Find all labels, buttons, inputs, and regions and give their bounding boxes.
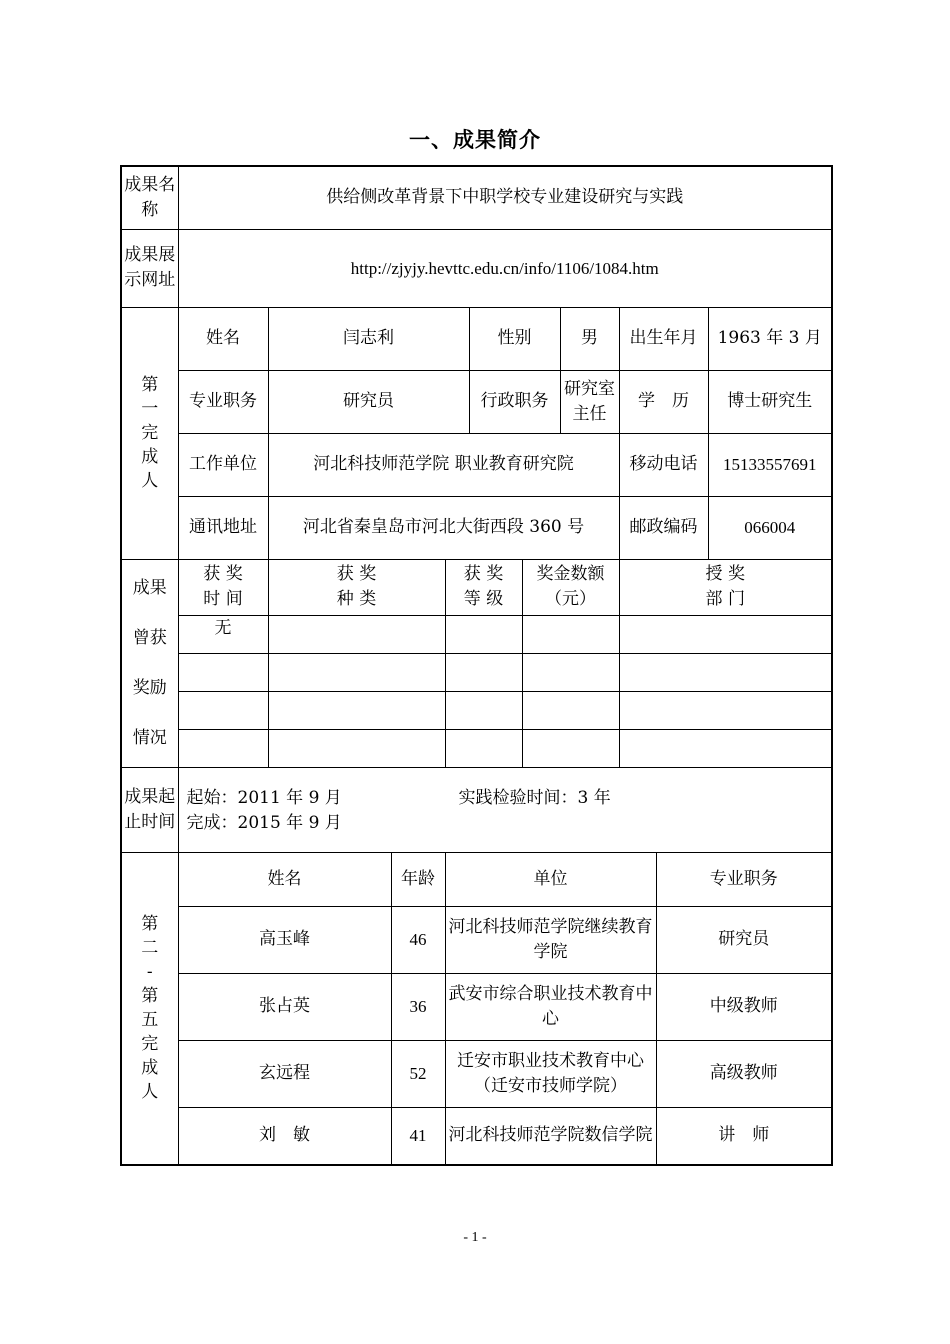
table-row (121, 1040, 832, 1107)
award-cell (178, 653, 268, 691)
person-age: 46 (391, 906, 445, 973)
award-cell (619, 691, 832, 729)
person-name: 高玉峰 (178, 906, 391, 973)
others-age-header: 年龄 (391, 852, 445, 906)
zip-value: 066004 (708, 496, 832, 559)
gender-label: 性别 (469, 307, 560, 370)
name-label: 成果名称 (121, 166, 178, 229)
achievement-table (120, 165, 833, 1166)
work-label: 工作单位 (178, 433, 268, 496)
others-name-header: 姓名 (178, 852, 391, 906)
award-cell (619, 615, 832, 653)
award-cell (619, 729, 832, 767)
award-cell (445, 615, 522, 653)
birth-value: 1963 年 3 月 (708, 307, 832, 370)
person-age: 52 (391, 1040, 445, 1107)
other-persons-label: 第 二 - 第 五 完 成 人 (121, 852, 178, 1165)
award-cell (178, 691, 268, 729)
achievement-name: 供给侧改革背景下中职学校专业建设研究与实践 (178, 166, 832, 229)
award-cell (522, 653, 619, 691)
addr-label: 通讯地址 (178, 496, 268, 559)
award-type-header: 获 奖 种 类 (268, 559, 445, 615)
award-cell (619, 653, 832, 691)
award-cell (268, 729, 445, 767)
first-name-label: 姓名 (178, 307, 268, 370)
person-title: 高级教师 (656, 1040, 832, 1107)
title-value: 研究员 (268, 370, 469, 433)
url-label: 成果展示网址 (121, 229, 178, 307)
award-cell (268, 653, 445, 691)
period-label: 成果起止时间 (121, 767, 178, 852)
period-value (178, 767, 832, 852)
award-cell (522, 615, 619, 653)
person-unit: 河北科技师范学院继续教育学院 (445, 906, 656, 973)
period-start: 起始：2011 年 9 月 (186, 787, 342, 808)
award-level-header: 获 奖 等 级 (445, 559, 522, 615)
person-title: 讲 师 (656, 1107, 832, 1165)
edu-label: 学 历 (619, 370, 708, 433)
achievement-url[interactable]: http://zjyjy.hevttc.edu.cn/info/1106/1084.htm (178, 229, 832, 307)
page-number: - 1 - (463, 1230, 487, 1245)
award-cell (522, 729, 619, 767)
person-title: 研究员 (656, 906, 832, 973)
first-person-label: 第 一 完 成 人 (121, 307, 178, 559)
table-row (121, 906, 832, 973)
zip-label: 邮政编码 (619, 496, 708, 559)
others-unit-header: 单位 (445, 852, 656, 906)
period-end: 完成：2015 年 9 月 (186, 812, 342, 833)
admin-value: 研究室主任 (560, 370, 619, 433)
person-name: 玄远程 (178, 1040, 391, 1107)
award-cell (178, 729, 268, 767)
award-cell (445, 653, 522, 691)
award-cell (445, 691, 522, 729)
page-title: 一、成果简介 (409, 128, 541, 152)
award-cell (268, 691, 445, 729)
award-time-header: 获 奖 时 间 (178, 559, 268, 615)
award-dept-header: 授 奖 部 门 (619, 559, 832, 615)
others-title-header: 专业职务 (656, 852, 832, 906)
award-cell (522, 691, 619, 729)
phone-value: 15133557691 (708, 433, 832, 496)
person-title: 中级教师 (656, 973, 832, 1040)
person-unit: 武安市综合职业技术教育中心 (445, 973, 656, 1040)
work-value: 河北科技师范学院 职业教育研究院 (268, 433, 619, 496)
person-age: 41 (391, 1107, 445, 1165)
person-unit: 河北科技师范学院数信学院 (445, 1107, 656, 1165)
admin-label: 行政职务 (469, 370, 560, 433)
birth-label: 出生年月 (619, 307, 708, 370)
person-name: 张占英 (178, 973, 391, 1040)
addr-value: 河北省秦皇岛市河北大街西段 360 号 (268, 496, 619, 559)
award-cell (268, 615, 445, 653)
person-name: 刘 敏 (178, 1107, 391, 1165)
gender-value: 男 (560, 307, 619, 370)
table-row (121, 973, 832, 1040)
title-label: 专业职务 (178, 370, 268, 433)
period-practice: 实践检验时间：3 年 (458, 787, 611, 808)
person-unit: 迁安市职业技术教育中心 （迁安市技师学院） (445, 1040, 656, 1107)
edu-value: 博士研究生 (708, 370, 832, 433)
award-first-value: 无 (178, 615, 268, 653)
person-age: 36 (391, 973, 445, 1040)
award-cell (445, 729, 522, 767)
awards-label: 成果 曾获 奖励 情况 (121, 559, 178, 767)
award-amount-header: 奖金数额 （元） (522, 559, 619, 615)
phone-label: 移动电话 (619, 433, 708, 496)
table-row (121, 1107, 832, 1165)
first-name: 闫志利 (268, 307, 469, 370)
